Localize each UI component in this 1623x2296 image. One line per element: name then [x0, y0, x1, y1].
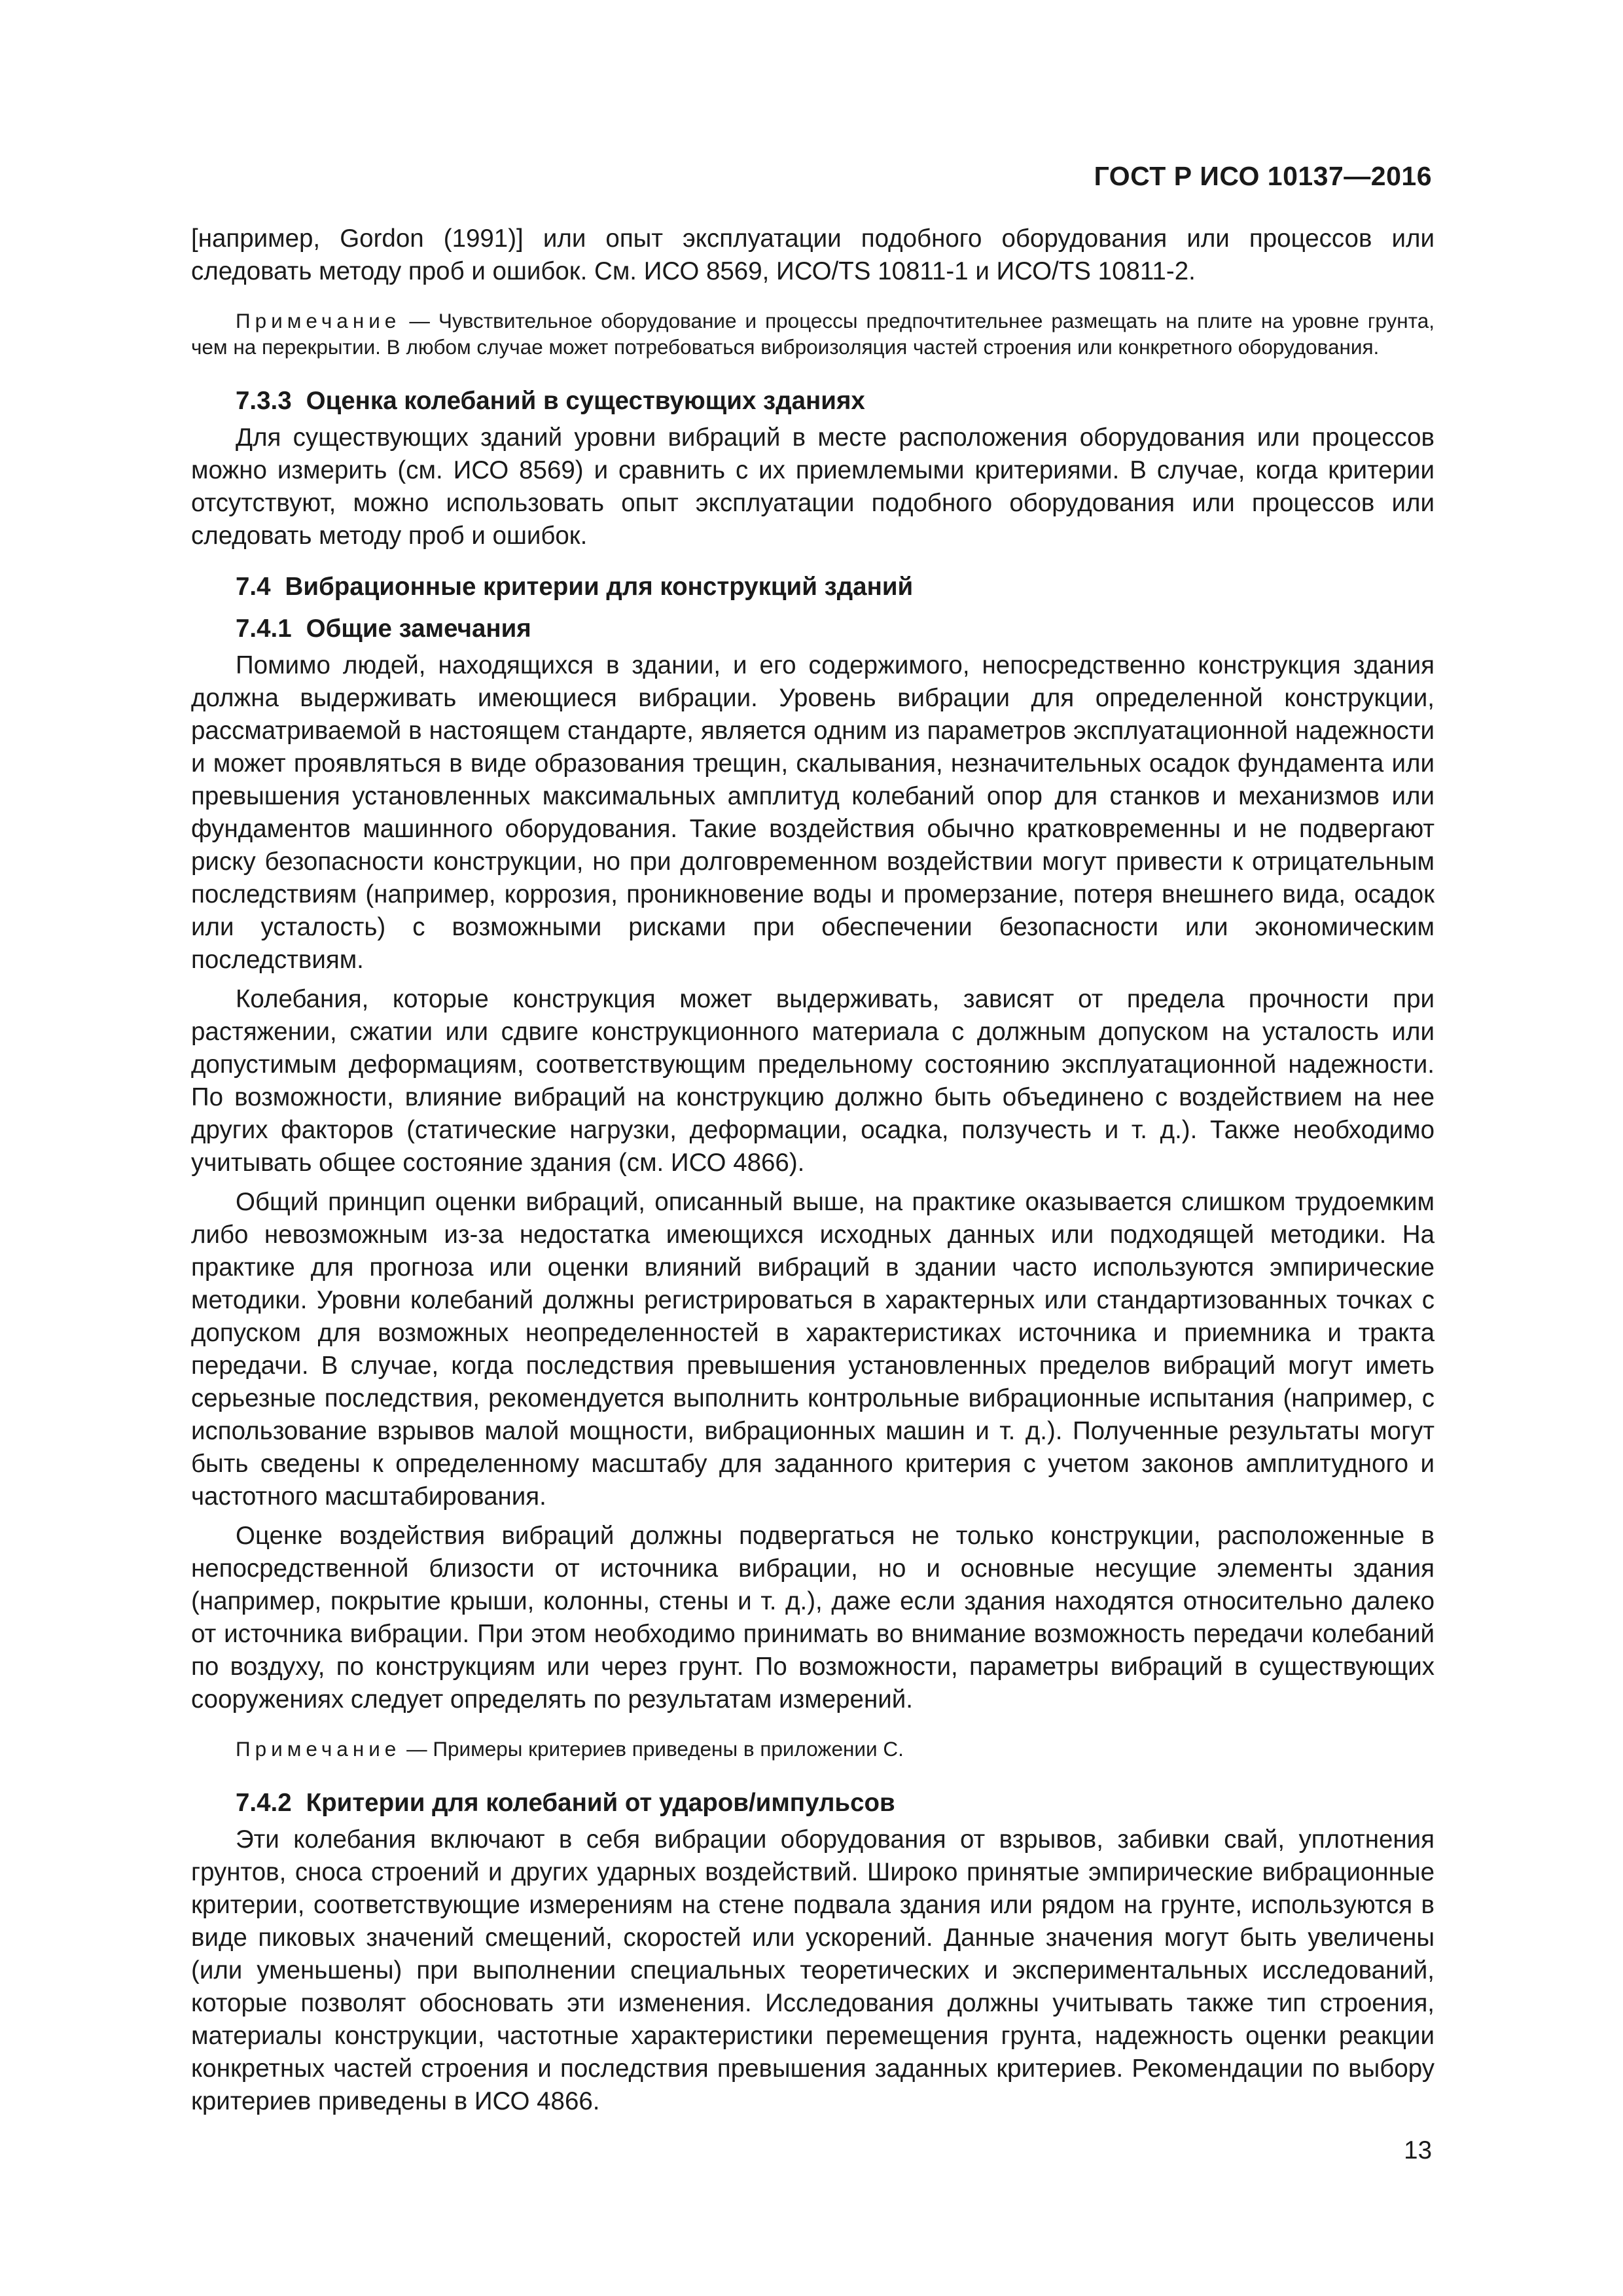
section-number: 7.4: [236, 573, 271, 601]
section-7-4-1-paragraph-2: Колебания, которые конструкция может выдерживать, зависят от предела прочности при растяжении, сжатии или сдвиге конструкционного материала с должным допуском на усталость или допустимым деформациям, соответствующим предельному состоянию эксплуатационной надежности. По возможности, влияние вибраций на конструкцию должно быть объединено с воздействием на нее других факторов (статические нагрузки, деформации, осадка, ползучесть и т. д.). Также необходимо учитывать общее состояние здания (см. ИСО 4866).: [191, 985, 1435, 1177]
section-7-4-2-paragraph: Эти колебания включают в себя вибрации оборудования от взрывов, забивки свай, уплотнения грунтов, сноса строений и других ударных воздействий. Широко принятые эмпирические вибрационные критерии, соответствующие измерениям на стене подвала здания или рядом на грунте, используются в виде пиковых значений смещений, скоростей или ускорений. Данные значения могут быть увеличены (или уменьшены) при выполнении специальных теоретических и экспериментальных исследований, которые позволят обосновать эти изменения. Исследования должны учитывать также тип строения, материалы конструкции, частотные характеристики перемещения грунта, надежность оценки реакции конкретных частей строения и последствия превышения заданных критериев. Рекомендации по выбору критериев приведены в ИСО 4866.: [191, 1825, 1435, 2115]
section-number: 7.4.1: [236, 615, 292, 643]
section-7-4-1-paragraph-3: Общий принцип оценки вибраций, описанный выше, на практике оказывается слишком трудоемким либо невозможным из-за недостатка имеющихся исходных данных или подходящей методики. На практике для прогноза или оценки влияний вибраций в здании часто используются эмпирические методики. Уровни колебаний должны регистрироваться в характерных или стандартизованных точках с допуском для возможных неопределенностей в характеристиках источника и приемника и тракта передачи. В случае, когда последствия превышения установленных пределов вибраций могут иметь серьезные последствия, рекомендуется выполнить контрольные вибрационные испытания (например, с использование взрывов малой мощности, вибрационных машин и т. д.). Полученные результаты могут быть сведены к определенному масштабу для заданного критерия с учетом законов амплитудного и частотного масштабирования.: [191, 1188, 1435, 1511]
section-number: 7.4.2: [236, 1789, 292, 1817]
note-label: Примечание: [236, 309, 401, 332]
section-title: Оценка колебаний в существующих зданиях: [306, 387, 865, 415]
document-header: ГОСТ Р ИСО 10137—2016: [1094, 161, 1432, 191]
intro-paragraph: [например, Gordon (1991)] или опыт эксплуатации подобного оборудования или процессов или следовать методу проб и ошибок. См. ИСО 8569, ИСО/TS 10811-1 и ИСО/TS 10811-2.: [191, 224, 1435, 285]
section-7-4-1-paragraph-4: Оценке воздействия вибраций должны подвергаться не только конструкции, расположенные в непосредственной близости от источника вибрации, но и основные несущие элементы здания (например, покрытие крыши, колонны, стены и т. д.), даже если здания находятся относительно далеко от источника вибрации. При этом необходимо принимать во внимание возможность передачи колебаний по воздуху, по конструкциям или через грунт. По возможности, параметры вибраций в существующих сооружениях следует определять по результатам измерений.: [191, 1522, 1435, 1713]
document-body: [191, 223, 1435, 2125]
note-text: — Примеры критериев приведены в приложении С.: [401, 1737, 904, 1761]
section-7-3-3-paragraph: Для существующих зданий уровни вибраций в месте расположения оборудования или процессов можно измерить (см. ИСО 8569) и сравнить с их приемлемыми критериями. В случае, когда критерии отсутствуют, можно использовать опыт эксплуатации подобного оборудования или процессов или следовать методу проб и ошибок.: [191, 423, 1435, 550]
note-text: — Чувствительное оборудование и процессы предпочтительнее размещать на плите на уровне грунта, чем на перекрытии. В любом случае может потребоваться виброизоляция частей строения или конкретного оборудования.: [191, 309, 1435, 359]
section-title: Критерии для колебаний от ударов/импульсов: [306, 1789, 895, 1817]
section-number: 7.3.3: [236, 387, 292, 415]
page-number: 13: [1404, 2136, 1432, 2164]
section-7-4-1-paragraph-1: Помимо людей, находящихся в здании, и его содержимого, непосредственно конструкция здания должна выдерживать имеющиеся вибрации. Уровень вибрации для определенной конструкции, рассматриваемой в настоящем стандарте, является одним из параметров эксплуатационной надежности и может проявляться в виде образования трещин, скалывания, незначительных осадок фундамента или превышения установленных максимальных амплитуд колебаний опор для станков и механизмов или фундаментов машинного оборудования. Такие воздействия обычно кратковременны и не подвергают риску безопасности конструкции, но при долговременном воздействии могут привести к отрицательным последствиям (например, коррозия, проникновение воды и промерзание, потеря внешнего вида, осадок или усталость) с возможными рисками при обеспечении безопасности или экономическим последствиям.: [191, 651, 1435, 974]
section-7-4-1-heading: [191, 613, 1435, 645]
note-label: Примечание: [236, 1737, 401, 1761]
note-1: [191, 308, 1435, 360]
section-title: Общие замечания: [306, 615, 531, 643]
section-7-3-3-heading: [191, 385, 1435, 418]
note-2: [191, 1736, 1435, 1762]
section-7-4-2-heading: [191, 1787, 1435, 1820]
section-title: Вибрационные критерии для конструкций зданий: [285, 573, 914, 601]
section-7-4-heading: [191, 571, 1435, 603]
